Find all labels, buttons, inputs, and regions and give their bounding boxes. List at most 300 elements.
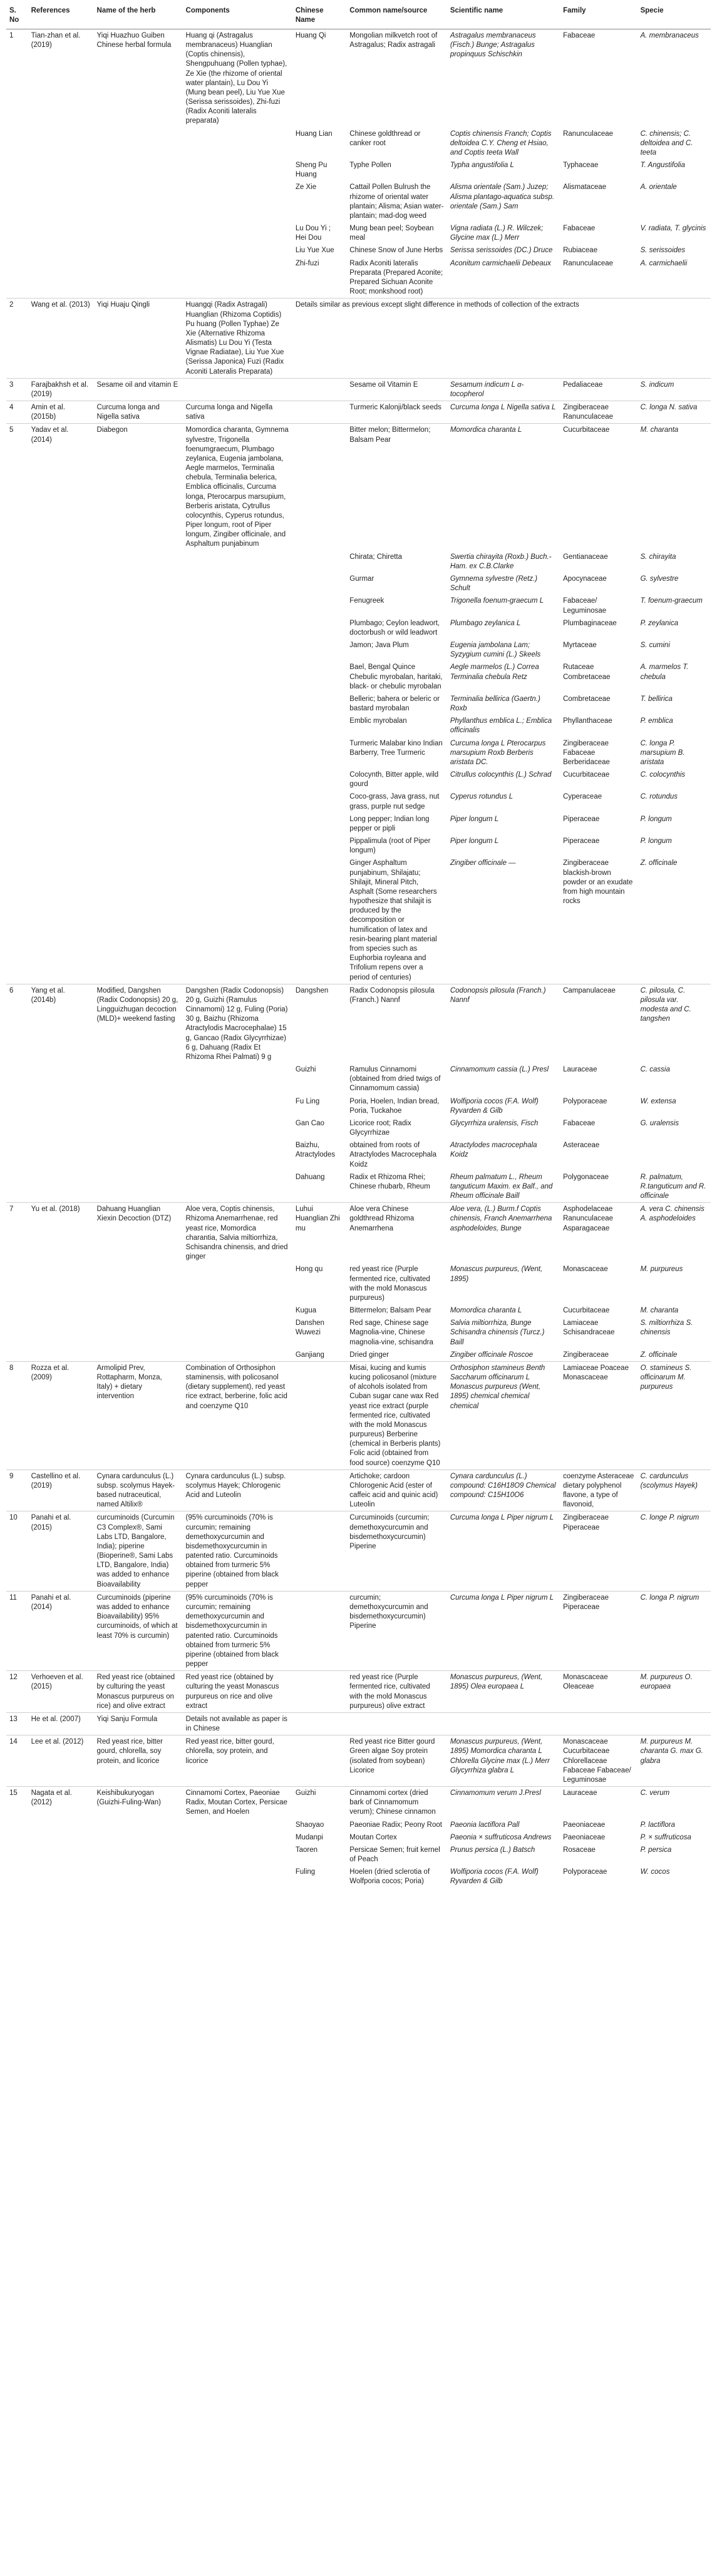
scientific-name-cell: Cinnamomum verum J.Presl (447, 1787, 560, 1819)
reference-cell (28, 159, 94, 181)
table-row (6, 378, 711, 401)
family-cell: Lamiaceae Poaceae Monascaceae (560, 1361, 637, 1469)
herb-name-cell (94, 573, 183, 595)
common-name-cell: Plumbago; Ceylon leadwort, doctorbush or wild leadwort (349, 619, 440, 636)
chinese-name-cell (292, 1511, 346, 1591)
herb-name-cell (94, 1263, 183, 1304)
chinese-name-cell: Fu Ling (295, 1097, 320, 1105)
reference-cell: Rozza et al. (2009) (28, 1361, 94, 1469)
header-specie: Specie (637, 3, 711, 29)
scientific-name-cell: Orthosiphon stamineus Benth Saccharum officinarum L Monascus purpureus (Went, 1895) chemical chemical chemical (447, 1361, 560, 1469)
reference-cell: Amin et al. (2015b) (28, 401, 94, 424)
components-cell: Combination of Orthosiphon staminensis, with policosanol (dietary supplement), red yeast rice extract, berberine, folic acid and coenzyme Q10 (183, 1361, 292, 1469)
common-name-cell: Turmeric Malabar kino Indian Barberry, Tree Turmeric (349, 739, 443, 757)
family-cell: Zingiberaceae (563, 1351, 609, 1359)
chinese-name-cell: Taoren (295, 1846, 318, 1854)
reference-cell (28, 715, 94, 737)
table-row (6, 424, 711, 551)
sno-cell: 8 (6, 1361, 28, 1469)
reference-cell (28, 737, 94, 769)
table-row (6, 1819, 711, 1831)
chinese-name-cell: Ganjiang (295, 1351, 324, 1359)
common-name-cell: Red yeast rice Bitter gourd Green algae Soy protein (isolated from soybean) Licorice (346, 1735, 447, 1787)
common-name-cell: Mung bean peel; Soybean meal (349, 225, 434, 242)
herb-name-cell: Yiqi Huazhuo Guiben Chinese herbal formula (94, 29, 183, 127)
sno-cell (6, 1171, 28, 1203)
chinese-name-cell (292, 1712, 346, 1735)
specie-cell: M. purpureus O. europaea (637, 1671, 711, 1713)
family-cell: Zingiberaceae Piperaceae (560, 1591, 637, 1670)
family-cell: Zingiberaceae blackish-brown powder or an exudate from high mountain rocks (563, 859, 633, 906)
herb-name-cell (94, 159, 183, 181)
components-cell: Curcuma longa and Nigella sativa (183, 401, 292, 424)
reference-cell: He et al. (2007) (28, 1712, 94, 1735)
family-cell: Monascaceae (563, 1265, 608, 1274)
specie-cell (637, 1139, 711, 1171)
table-row (6, 1203, 711, 1264)
sno-cell (6, 1317, 28, 1349)
reference-cell (28, 244, 94, 257)
table-row (6, 984, 711, 1063)
sno-cell: 3 (6, 378, 28, 401)
herb-name-cell (94, 181, 183, 222)
scientific-name-cell: Curcuma longa L Nigella sativa L (447, 401, 560, 424)
chinese-name-cell (292, 661, 346, 693)
herb-name-cell (94, 857, 183, 984)
chinese-name-cell (292, 1361, 346, 1469)
components-cell (183, 595, 292, 616)
specie-cell: M. charanta (637, 424, 711, 551)
common-name-cell: Pippalimula (root of Piper longum) (349, 837, 431, 855)
family-cell: Rubiaceae (563, 247, 598, 255)
specie-cell: C. chinensis; C. deltoidea and C. teeta (640, 130, 693, 156)
header-family: Family (560, 3, 637, 29)
specie-cell: T. Angustifolia (640, 161, 685, 170)
specie-cell: P. × suffruticosa (640, 1833, 691, 1841)
scientific-name-cell: Aegle marmelos (L.) Correa Terminalia chebula Retz (450, 663, 539, 681)
table-header-row (6, 3, 711, 29)
table-row (6, 715, 711, 737)
common-name-cell: Bael, Bengal Quince Chebulic myrobalan, haritaki, black- or chebulic myrobalan (349, 663, 443, 690)
common-name-cell: Moutan Cortex (349, 1833, 397, 1841)
sno-cell: 6 (6, 984, 28, 1063)
table-row (6, 1844, 711, 1866)
chinese-name-cell (292, 1469, 346, 1511)
sno-cell (6, 1866, 28, 1888)
specie-cell: C. longa P. marsupium B. aristata (640, 739, 685, 766)
chinese-name-cell: Dangshen (292, 984, 346, 1063)
common-name-cell: red yeast rice (Purple fermented rice, cultivated with the mold Monascus purpureus) (349, 1265, 430, 1302)
family-cell: Combretaceae (563, 695, 611, 703)
reference-cell: Panahi et al. (2014) (28, 1591, 94, 1670)
chinese-name-cell: Lu Dou Yi ; Hei Dou (295, 225, 331, 242)
scientific-name-cell: Trigonella foenum-graecum L (450, 597, 544, 605)
specie-cell: S. serissoides (640, 247, 686, 255)
scientific-name-cell: Swertia chirayita (Roxb.) Buch.-Ham. ex C.B.Clarke (450, 553, 552, 570)
sno-cell (6, 1117, 28, 1139)
sno-cell (6, 1844, 28, 1866)
common-name-cell: Chinese Snow of June Herbs (349, 247, 443, 255)
components-cell (183, 222, 292, 244)
herb-name-cell: Diabegon (94, 424, 183, 551)
family-cell: Rosaceae (563, 1846, 596, 1854)
common-name-cell: Fenugreek (349, 597, 384, 605)
sno-cell (6, 769, 28, 790)
components-cell: (95% curcuminoids (70% is curcumin; remaining demethoxycurcumin and bisdemethoxycurcumin in patented ratio. Curcuminoids obtained from turmeric 5% piperine (obtained from black pepper (183, 1511, 292, 1591)
scientific-name-cell: Coptis chinensis Franch; Coptis deltoidea C.Y. Cheng et Hsiao, and Coptis teeta Wall (450, 130, 552, 156)
scientific-name-cell: Serissa serissoides (DC.) Druce (450, 247, 553, 255)
specie-cell: P. emblica (640, 717, 673, 725)
specie-cell (637, 1712, 711, 1735)
sno-cell (6, 639, 28, 661)
chinese-name-cell (292, 769, 346, 790)
sno-cell: 15 (6, 1787, 28, 1819)
common-name-cell: Turmeric Kalonji/black seeds (346, 401, 447, 424)
common-name-cell: Bitter melon; Bittermelon; Balsam Pear (346, 424, 447, 551)
herb-name-cell: Curcuminoids (piperine was added to enhance Bioavailability) 95% curcuminoids, of which at least 70% is curcumin) (94, 1591, 183, 1670)
header-components: Components (183, 3, 292, 29)
common-name-cell: red yeast rice (Purple fermented rice, cultivated with the mold Monascus purpureus) olive extract (346, 1671, 447, 1713)
reference-cell (28, 1844, 94, 1866)
components-cell (183, 1063, 292, 1095)
table-row (6, 617, 711, 639)
family-cell: Gentianaceae (563, 553, 608, 561)
family-cell: Zingiberaceae Ranunculaceae (560, 401, 637, 424)
herb-name-cell (94, 257, 183, 299)
table-row (6, 1171, 711, 1203)
herb-name-cell (94, 1844, 183, 1866)
table-row (6, 1712, 711, 1735)
table-row (6, 1139, 711, 1171)
table-row (6, 1317, 711, 1349)
reference-cell (28, 1117, 94, 1139)
table-row (6, 1063, 711, 1095)
scientific-name-cell (447, 1712, 560, 1735)
family-cell: Paeoniaceae (563, 1833, 606, 1841)
chinese-name-cell: Luhui Huanglian Zhi mu (292, 1203, 346, 1264)
herbal-formulas-table (6, 3, 711, 1888)
components-cell (183, 1095, 292, 1117)
herb-name-cell (94, 1063, 183, 1095)
chinese-name-cell (292, 737, 346, 769)
header-references: References (28, 3, 94, 29)
herb-name-cell (94, 1349, 183, 1362)
herb-name-cell: Keishibukuryogan (Guizhi-Fuling-Wan) (94, 1787, 183, 1819)
sno-cell: 11 (6, 1591, 28, 1670)
specie-cell: G. sylvestre (640, 575, 679, 583)
table-row (6, 181, 711, 222)
common-name-cell: Chinese goldthread or canker root (349, 130, 421, 147)
scientific-name-cell: Momordica charanta L (447, 424, 560, 551)
components-cell (183, 573, 292, 595)
herb-name-cell (94, 1866, 183, 1888)
specie-cell: P. zeylanica (640, 619, 679, 627)
reference-cell (28, 1831, 94, 1844)
reference-cell (28, 1866, 94, 1888)
components-cell: Cynara cardunculus (L.) subsp. scolymus Hayek; Chlorogenic Acid and Luteolin (183, 1469, 292, 1511)
components-cell: Huangqi (Radix Astragali) Huanglian (Rhizoma Coptidis) Pu huang (Pollen Typhae) Ze Xie (Alternative Rhizoma Alismatis) Lu Dou Yi (Testa Vignae Radiatae), Liu Yue Xue (Serissa Japonica) Fuzi (Radix Aconiti Lateralis Preparata) (183, 299, 292, 378)
herb-name-cell (94, 595, 183, 616)
common-name-cell: Persicae Semen; fruit kernel of Peach (349, 1846, 440, 1864)
herb-name-cell (94, 1095, 183, 1117)
family-cell: Zingiberaceae Piperaceae (560, 1511, 637, 1591)
chinese-name-cell: Hong qu (295, 1265, 323, 1274)
chinese-name-cell (292, 790, 346, 812)
common-name-cell: Aloe vera Chinese goldthread Rhizoma Anemarrhena (346, 1203, 447, 1264)
table-row (6, 1591, 711, 1670)
family-cell: Polyporaceae (563, 1868, 607, 1876)
herb-name-cell (94, 1304, 183, 1317)
reference-cell (28, 1304, 94, 1317)
herb-name-cell (94, 693, 183, 715)
reference-cell (28, 661, 94, 693)
chinese-name-cell: Zhi-fuzi (295, 259, 319, 267)
table-row (6, 1866, 711, 1888)
chinese-name-cell (292, 617, 346, 639)
herb-name-cell (94, 1831, 183, 1844)
components-cell (183, 857, 292, 984)
components-cell: Momordica charanta, Gymnema sylvestre, Trigonella foenumgraecum, Plumbago zeylanica, Eugenia jambolana, Aegle marmelos, Terminalia chebula, Terminalia belerica, Emblica officinalis, Curcuma longa, Pterocarpus marsupium, Berberis aristata, Cytrullus colocynthis, Cyperus rotundus, Piper longum, root of Piper longum, Zingiber officinale, and Asphaltum punjabinum (183, 424, 292, 551)
herb-name-cell (94, 1317, 183, 1349)
common-name-cell: curcumin; demethoxycurcumin and bisdemethoxycurcumin) Piperine (346, 1591, 447, 1670)
herb-name-cell (94, 1139, 183, 1171)
reference-cell (28, 1063, 94, 1095)
scientific-name-cell: Rheum palmatum L., Rheum tanguticum Maxim. ex Balf., and Rheum officinale Baill (450, 1173, 553, 1200)
family-cell: Fabaceae (563, 225, 596, 233)
common-name-cell: Poria, Hoelen, Indian bread, Poria, Tuckahoe (349, 1097, 440, 1115)
components-cell (183, 790, 292, 812)
table-row (6, 1304, 711, 1317)
specie-cell: R. palmatum, R.tanguticum and R. officinale (640, 1173, 706, 1200)
scientific-name-cell: Typha angustifolia L (450, 161, 514, 170)
components-cell (183, 1866, 292, 1888)
common-name-cell: Coco-grass, Java grass, nut grass, purple nut sedge (349, 793, 440, 810)
herb-name-cell (94, 835, 183, 857)
family-cell: Lauraceae (563, 1066, 597, 1074)
table-row (6, 857, 711, 984)
reference-cell: Tian-zhan et al. (2019) (28, 29, 94, 127)
table-row (6, 257, 711, 299)
sno-cell: 1 (6, 29, 28, 127)
herb-name-cell (94, 737, 183, 769)
scientific-name-cell: Curcuma longa L Pterocarpus marsupium Roxb Berberis aristata DC. (450, 739, 546, 766)
chinese-name-cell: Guizhi (295, 1066, 316, 1074)
reference-cell (28, 1263, 94, 1304)
common-name-cell: Jamon; Java Plum (349, 641, 409, 650)
common-name-cell: Sesame oil Vitamin E (346, 378, 447, 401)
header-herb-name: Name of the herb (94, 3, 183, 29)
table-row (6, 790, 711, 812)
reference-cell (28, 128, 94, 160)
common-name-cell: Ginger Asphaltum punjabinum, Shilajatu; Shilajit, Mineral Pitch, Asphalt (Some researchers hypothesize that shilajit is produced by the decomposition or humification of latex and resin-bearing plant material from species such as Euphorbia royleana and Trifolium repens over a period of centuries) (349, 859, 437, 981)
table-row (6, 29, 711, 127)
reference-cell: Yu et al. (2018) (28, 1203, 94, 1264)
chinese-name-cell: Dahuang (295, 1173, 325, 1181)
common-name-cell: Chirata; Chiretta (349, 553, 403, 561)
specie-cell: M. purpureus M. charanta G. max G. glabra (637, 1735, 711, 1787)
specie-cell: A. membranaceus (637, 29, 711, 127)
components-cell (183, 378, 292, 401)
herb-name-cell: Sesame oil and vitamin E (94, 378, 183, 401)
specie-cell: V. radiata, T. glycinis (640, 225, 706, 233)
specie-cell: C. longa N. sativa (637, 401, 711, 424)
sno-cell (6, 715, 28, 737)
herb-name-cell (94, 222, 183, 244)
reference-cell (28, 181, 94, 222)
family-cell: Zingiberaceae Fabaceae Berberidaceae (563, 739, 610, 766)
reference-cell (28, 1349, 94, 1362)
family-cell: Cucurbitaceae (563, 1307, 610, 1315)
components-cell (183, 244, 292, 257)
chinese-name-cell (292, 401, 346, 424)
header-sno: S. No (6, 3, 28, 29)
chinese-name-cell: Shaoyao (295, 1821, 324, 1829)
components-cell (183, 737, 292, 769)
sno-cell (6, 595, 28, 616)
chinese-name-cell: Huang Lian (295, 130, 333, 138)
sno-cell: 13 (6, 1712, 28, 1735)
chinese-name-cell (292, 715, 346, 737)
sno-cell: 9 (6, 1469, 28, 1511)
scientific-name-cell: Cynara cardunculus (L.) compound: C16H18O9 Chemical compound: C15H10O6 (447, 1469, 560, 1511)
reference-cell (28, 617, 94, 639)
family-cell: Cucurbitaceae (563, 771, 610, 779)
sno-cell (6, 159, 28, 181)
specie-cell: C. cardunculus (scolymus Hayek) (637, 1469, 711, 1511)
components-cell (183, 1139, 292, 1171)
chinese-name-cell: Danshen Wuwezi (295, 1319, 324, 1337)
scientific-name-cell: Terminalia bellirica (Gaertn.) Roxb (450, 695, 540, 713)
components-cell (183, 835, 292, 857)
common-name-cell: Gurmar (349, 575, 374, 583)
scientific-name-cell: Phyllanthus emblica L.; Emblica officinalis (450, 717, 552, 735)
table-row (6, 1831, 711, 1844)
herb-name-cell (94, 617, 183, 639)
family-cell: Rutaceae Combretaceae (563, 663, 611, 681)
specie-cell: S. indicum (637, 378, 711, 401)
sno-cell: 14 (6, 1735, 28, 1787)
chinese-name-cell (292, 378, 346, 401)
common-name-cell: Colocynth, Bitter apple, wild gourd (349, 771, 439, 789)
family-cell: Cucurbitaceae (560, 424, 637, 551)
header-scientific-name: Scientific name (447, 3, 560, 29)
components-cell (183, 693, 292, 715)
herb-name-cell (94, 661, 183, 693)
common-name-cell: Bittermelon; Balsam Pear (349, 1307, 431, 1315)
scientific-name-cell: Piper longum L (450, 837, 499, 846)
family-cell: Apocynaceae (563, 575, 607, 583)
reference-cell (28, 595, 94, 616)
herb-name-cell (94, 128, 183, 160)
family-cell: Asteraceae (563, 1142, 600, 1150)
table-row (6, 1117, 711, 1139)
components-cell (183, 159, 292, 181)
scientific-name-cell: Curcuma longa L Piper nigrum L (447, 1591, 560, 1670)
scientific-name-cell: Piper longum L (450, 815, 499, 823)
scientific-name-cell: Monascus purpureus, (Went, 1895) Olea europaea L (447, 1671, 560, 1713)
table-row (6, 737, 711, 769)
chinese-name-cell (292, 813, 346, 835)
common-name-cell: Long pepper; Indian long pepper or pipli (349, 815, 430, 832)
common-name-cell: Licorice root; Radix Glycyrrhizae (349, 1119, 411, 1137)
table-row (6, 639, 711, 661)
common-name-cell: Cinnamomi cortex (dried bark of Cinnamomum verum); Chinese cinnamon (346, 1787, 447, 1819)
specie-cell: C. cassia (640, 1066, 670, 1074)
family-cell: Phyllanthaceae (563, 717, 612, 725)
scientific-name-cell: Wolfiporia cocos (F.A. Wolf) Ryvarden & Gilb (450, 1868, 539, 1886)
header-common-name: Common name/source (346, 3, 447, 29)
chinese-name-cell: Liu Yue Xue (295, 247, 334, 255)
herb-name-cell (94, 790, 183, 812)
common-name-cell: Hoelen (dried sclerotia of Wolfporia cocos; Poria) (349, 1868, 430, 1886)
herb-name-cell (94, 244, 183, 257)
sno-cell (6, 1095, 28, 1117)
table-row (6, 244, 711, 257)
sno-cell (6, 661, 28, 693)
sno-cell (6, 813, 28, 835)
components-cell (183, 661, 292, 693)
sno-cell (6, 790, 28, 812)
specie-cell: C. pilosula, C. pilosula var. modesta and C. tangshen (637, 984, 711, 1063)
components-cell (183, 769, 292, 790)
reference-cell (28, 857, 94, 984)
family-cell: Ranunculaceae (563, 130, 614, 138)
reference-cell (28, 1095, 94, 1117)
scientific-name-cell: Alisma orientale (Sam.) Juzep; Alisma plantago-aquatica subsp. orientale (Sam.) Sam (450, 183, 555, 210)
scientific-name-cell: Salvia miltiorrhiza, Bunge Schisandra chinensis (Turcz.) Baill (450, 1319, 545, 1346)
components-cell (183, 1819, 292, 1831)
common-name-cell: Ramulus Cinnamomi (obtained from dried twigs of Cinnamomum cassia) (349, 1066, 441, 1093)
table-row (6, 1263, 711, 1304)
herb-name-cell (94, 715, 183, 737)
reference-cell (28, 1171, 94, 1203)
specie-cell: P. longum (640, 837, 672, 846)
family-cell: Cyperaceae (563, 793, 602, 801)
components-cell (183, 551, 292, 573)
components-cell (183, 1844, 292, 1866)
table-row (6, 299, 711, 378)
common-name-cell: Radix Codonopsis pilosula (Franch.) Nannf (346, 984, 447, 1063)
family-cell: Fabaceae/ Leguminosae (563, 597, 607, 615)
specie-cell: S. miltiorrhiza S. chinensis (640, 1319, 693, 1337)
specie-cell: C. colocynthis (640, 771, 686, 779)
herb-name-cell (94, 639, 183, 661)
common-name-cell: Radix et Rhizoma Rhei; Chinese rhubarb, Rheum (349, 1173, 430, 1190)
scientific-name-cell: Monascus purpureus, (Went, 1895) Momordica charanta L Chlorella Glycine max (L.) Merr Glycyrrhiza glabra L (447, 1735, 560, 1787)
chinese-name-cell (292, 1591, 346, 1670)
reference-cell: Panahi et al. (2015) (28, 1511, 94, 1591)
specie-cell: C. verum (637, 1787, 711, 1819)
table-row (6, 1361, 711, 1469)
reference-cell (28, 813, 94, 835)
family-cell: Monascaceae Oleaceae (560, 1671, 637, 1713)
reference-cell: Lee et al. (2012) (28, 1735, 94, 1787)
components-cell (183, 181, 292, 222)
chinese-name-cell (292, 424, 346, 551)
chinese-name-cell (292, 1735, 346, 1787)
components-cell (183, 1304, 292, 1317)
herb-name-cell: Armolipid Prev, Rottapharm, Monza, Italy) + dietary intervention (94, 1361, 183, 1469)
family-cell: Typhaceae (563, 161, 599, 170)
chinese-name-cell: Guizhi (292, 1787, 346, 1819)
sno-cell (6, 1304, 28, 1317)
common-name-cell: Red sage, Chinese sage Magnolia-vine, Chinese magnolia-vine, schisandra (349, 1319, 433, 1346)
family-cell: Ranunculaceae (563, 259, 614, 267)
chinese-name-cell (292, 1671, 346, 1713)
sno-cell (6, 1139, 28, 1171)
reference-cell: Wang et al. (2013) (28, 299, 94, 378)
scientific-name-cell: Plumbago zeylanica L (450, 619, 521, 627)
